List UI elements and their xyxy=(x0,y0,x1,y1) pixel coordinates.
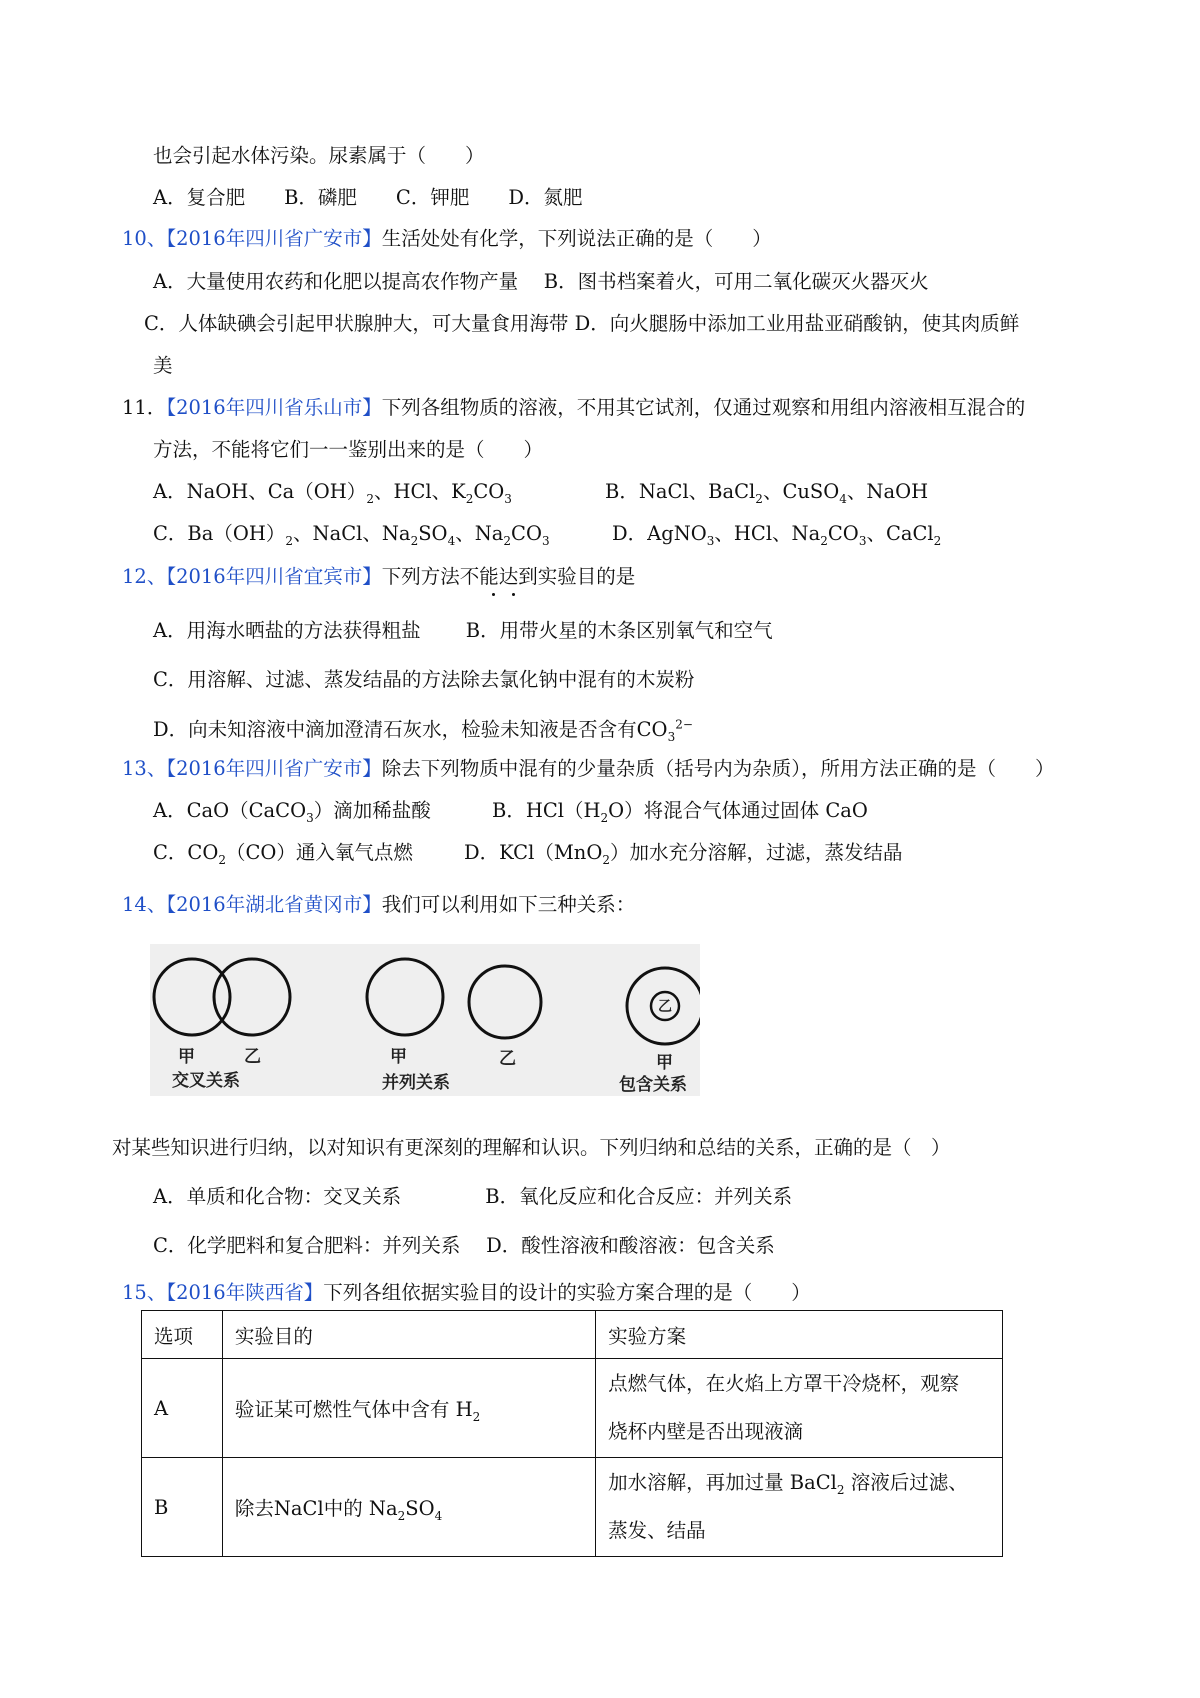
question-number: 11． xyxy=(122,396,167,419)
question-9-stem-tail: 也会引起水体污染。尿素属于（ ） xyxy=(153,144,485,167)
question-source: 【2016年四川省广安市】 xyxy=(166,227,382,250)
label-contain-relation: 包含关系 xyxy=(619,1075,687,1095)
question-stem: 除去下列物质中混有的少量杂质（括号内为杂质），所用方法正确的是（ ） xyxy=(381,757,1055,780)
header-option: 选项 xyxy=(142,1311,223,1359)
question-12-option-c: C．用溶解、过滤、蒸发结晶的方法除去氯化钠中混有的木炭粉 xyxy=(153,668,695,691)
question-stem: 下列各组物质的溶液，不用其它试剂，仅通过观察和用组内溶液相互混合的 xyxy=(381,396,1026,419)
table-row xyxy=(142,1359,1003,1458)
label-parallel-relation: 并列关系 xyxy=(382,1073,450,1093)
row-b-plan: 加水溶解，再加过量 BaCl$_2$ 溶液后过滤、 蒸发、结晶 xyxy=(596,1458,1003,1557)
question-number: 12、 xyxy=(122,565,167,588)
question-11-option-a: A．NaOH、$Ca(OH)_2$、HCl、$K_2CO_3$ xyxy=(153,480,512,506)
question-13-option-b: B．$HCl(H_2O)$将混合气体通过固体 CaO xyxy=(492,799,868,825)
label-yi-inner: 乙 xyxy=(658,999,672,1015)
label-yi: 乙 xyxy=(499,1049,516,1069)
question-stem: 我们可以利用如下三种关系： xyxy=(381,893,636,916)
question-number: 10、 xyxy=(122,227,167,250)
question-source: 【2016年四川省广安市】 xyxy=(166,757,382,780)
question-13-option-d: D．KCl（MnO$_2$）加水充分溶解，过滤，蒸发结晶 xyxy=(464,841,903,867)
question-source: 【2016年湖北省黄冈市】 xyxy=(166,893,382,916)
question-11-option-c: C．$Ba(OH)_2$、NaCl、$Na_2SO_4$、$Na_2CO_3$ xyxy=(153,522,550,548)
question-14 xyxy=(122,891,635,919)
question-number: 14、 xyxy=(122,893,167,916)
row-b-option: B xyxy=(142,1458,223,1557)
question-12-options-ab: A．用海水晒盐的方法获得粗盐 B．用带火星的木条区别氧气和空气 xyxy=(153,619,773,642)
row-a-plan: 点燃气体，在火焰上方罩干冷烧杯，观察 烧杯内壁是否出现液滴 xyxy=(596,1359,1003,1458)
question-14-options-cd: C．化学肥料和复合肥料：并列关系 D．酸性溶液和酸溶液：包含关系 xyxy=(153,1234,775,1257)
question-number: 13、 xyxy=(122,757,167,780)
label-jia: 甲 xyxy=(178,1047,195,1067)
question-13-option-c: C．$CO_2(CO)$通入氧气点燃 xyxy=(153,841,413,867)
question-15 xyxy=(122,1279,811,1307)
label-jia: 甲 xyxy=(390,1047,407,1067)
header-plan: 实验方案 xyxy=(596,1311,1003,1359)
question-10-options-cd: C．人体缺碘会引起甲状腺肿大，可大量食用海带 D．向火腿肠中添加工业用盐亚硝酸钠，使其肉质鲜 xyxy=(144,312,1020,335)
question-13-option-a: A．CaO（CaCO$_3$）滴加稀盐酸 xyxy=(153,799,431,825)
experiment-table xyxy=(141,1310,1003,1557)
row-a-option: A xyxy=(142,1359,223,1458)
emphasis-dot xyxy=(512,593,515,596)
table-header-row xyxy=(142,1311,1003,1359)
question-source: 【2016年四川省宜宾市】 xyxy=(166,565,382,588)
question-12-option-d: D．向未知溶液中滴加澄清石灰水，检验未知液是否含有$CO_3^{2-}$ xyxy=(153,717,693,744)
question-10-options-cd-tail: 美 xyxy=(153,354,173,377)
row-b-goal: 除去NaCl中的 $Na_2SO_4$ xyxy=(222,1458,595,1557)
cross-circle-jia xyxy=(154,959,230,1035)
question-11-stem-2: 方法，不能将它们一一鉴别出来的是（ ） xyxy=(153,438,544,461)
header-goal: 实验目的 xyxy=(222,1311,595,1359)
question-14-options-ab: A．单质和化合物：交叉关系 B．氧化反应和化合反应：并列关系 xyxy=(153,1185,793,1208)
question-12 xyxy=(122,563,635,591)
question-number: 15、 xyxy=(122,1281,167,1304)
relationship-diagram xyxy=(150,944,700,1096)
label-cross-relation: 交叉关系 xyxy=(172,1071,240,1091)
question-stem: 下列方法不能达到实验目的是 xyxy=(381,565,636,588)
question-source: 【2016年陕西省】 xyxy=(166,1281,324,1304)
emphasis-dot xyxy=(492,593,495,596)
question-stem: 生活处处有化学，下列说法正确的是（ ） xyxy=(381,227,772,250)
question-10-options-ab: A．大量使用农药和化肥以提高农作物产量 B．图书档案着火，可用二氧化碳灭火器灭火 xyxy=(153,270,929,293)
question-13 xyxy=(122,755,1054,783)
label-jia: 甲 xyxy=(656,1053,673,1073)
table-row xyxy=(142,1458,1003,1557)
question-11-option-d: D．AgNO$_3$、HCl、$Na_2CO_3$、CaCl$_2$ xyxy=(612,522,942,548)
question-10 xyxy=(122,225,772,253)
question-11-option-b: B．NaCl、BaCl$_2$、CuSO$_4$、NaOH xyxy=(605,480,929,506)
label-yi: 乙 xyxy=(244,1047,261,1067)
parallel-circle-jia xyxy=(367,959,443,1035)
row-a-goal: 验证某可燃性气体中含有 $H_2$ xyxy=(222,1359,595,1458)
parallel-circle-yi xyxy=(469,966,541,1038)
cross-circle-yi xyxy=(214,959,290,1035)
question-source: 【2016年四川省乐山市】 xyxy=(166,396,382,419)
question-14-stem-2: 对某些知识进行归纳，以对知识有更深刻的理解和认识。下列归纳和总结的关系，正确的是（ ） xyxy=(112,1136,951,1159)
question-stem: 下列各组依据实验目的设计的实验方案合理的是（ ） xyxy=(323,1281,811,1304)
question-9-options: A．复合肥 B．磷肥 C．钾肥 D．氮肥 xyxy=(153,186,583,209)
question-11 xyxy=(122,394,1025,422)
